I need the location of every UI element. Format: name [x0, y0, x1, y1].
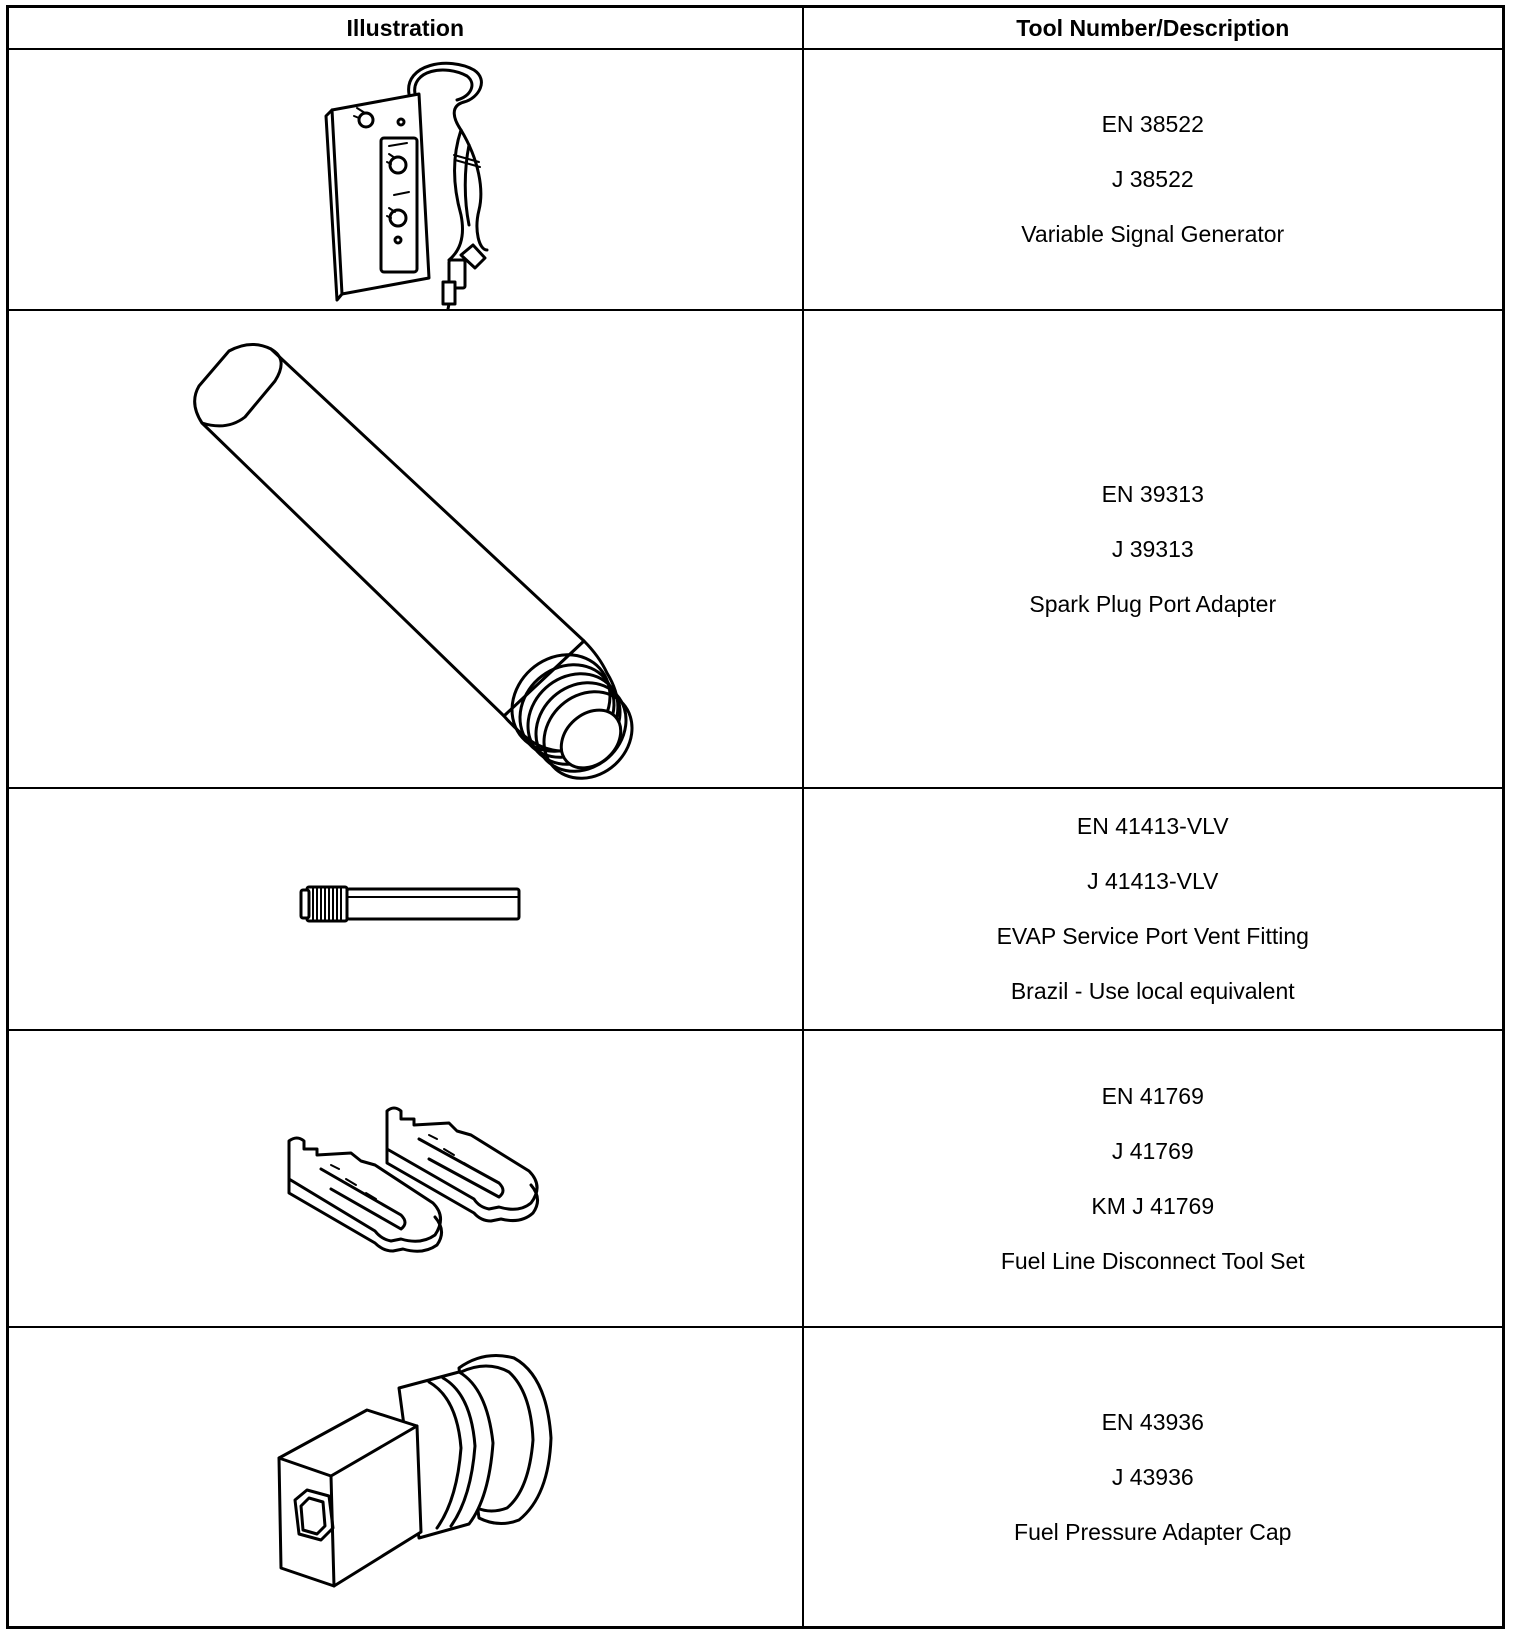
- tool-j-number: J 41413-VLV: [1087, 868, 1219, 895]
- table-row: [8, 310, 1504, 788]
- tool-j-number: J 39313: [1111, 535, 1194, 562]
- illustration-cell: [8, 310, 803, 788]
- tool-name: Fuel Pressure Adapter Cap: [1014, 1518, 1292, 1545]
- table-row: [8, 1327, 1504, 1627]
- tool-description-cell: [803, 1030, 1504, 1327]
- illustration-cell: [8, 1030, 803, 1327]
- illustration-cell: [8, 788, 803, 1030]
- tool-en-number: EN 41413-VLV: [1076, 813, 1229, 840]
- table-row: [8, 49, 1504, 310]
- tool-description-cell: [803, 788, 1504, 1030]
- tool-name: Fuel Line Disconnect Tool Set: [1000, 1247, 1305, 1274]
- evap-vent-fitting-icon: [9, 789, 804, 1029]
- fuel-pressure-adapter-cap-icon: [9, 1328, 804, 1626]
- tool-name: Spark Plug Port Adapter: [1029, 590, 1277, 617]
- tool-description-cell: [803, 1327, 1504, 1627]
- tool-km-number: KM J 41769: [1091, 1192, 1215, 1219]
- tool-description-cell: [803, 49, 1504, 310]
- variable-signal-generator-icon: [9, 50, 804, 309]
- spark-plug-port-adapter-icon: [9, 311, 804, 787]
- header-illustration: Illustration: [8, 7, 803, 50]
- header-tool-description: Tool Number/Description: [803, 7, 1504, 50]
- tool-name: EVAP Service Port Vent Fitting: [996, 923, 1309, 950]
- tool-description-cell: [803, 310, 1504, 788]
- tool-en-number: EN 41769: [1101, 1082, 1204, 1109]
- tool-note: Brazil - Use local equivalent: [1010, 978, 1295, 1005]
- table-header-row: [8, 7, 1504, 50]
- illustration-cell: [8, 49, 803, 310]
- table-row: [8, 788, 1504, 1030]
- tool-j-number: J 41769: [1111, 1137, 1194, 1164]
- tool-en-number: EN 43936: [1101, 1408, 1204, 1435]
- tool-j-number: J 43936: [1111, 1463, 1194, 1490]
- fuel-line-disconnect-tool-icon: [9, 1031, 804, 1326]
- table-row: [8, 1030, 1504, 1327]
- illustration-cell: [8, 1327, 803, 1627]
- tool-name: Variable Signal Generator: [1021, 221, 1285, 248]
- tool-en-number: EN 39313: [1101, 480, 1204, 507]
- special-tools-table: [6, 5, 1505, 1629]
- tool-en-number: EN 38522: [1101, 111, 1204, 138]
- tool-j-number: J 38522: [1111, 166, 1194, 193]
